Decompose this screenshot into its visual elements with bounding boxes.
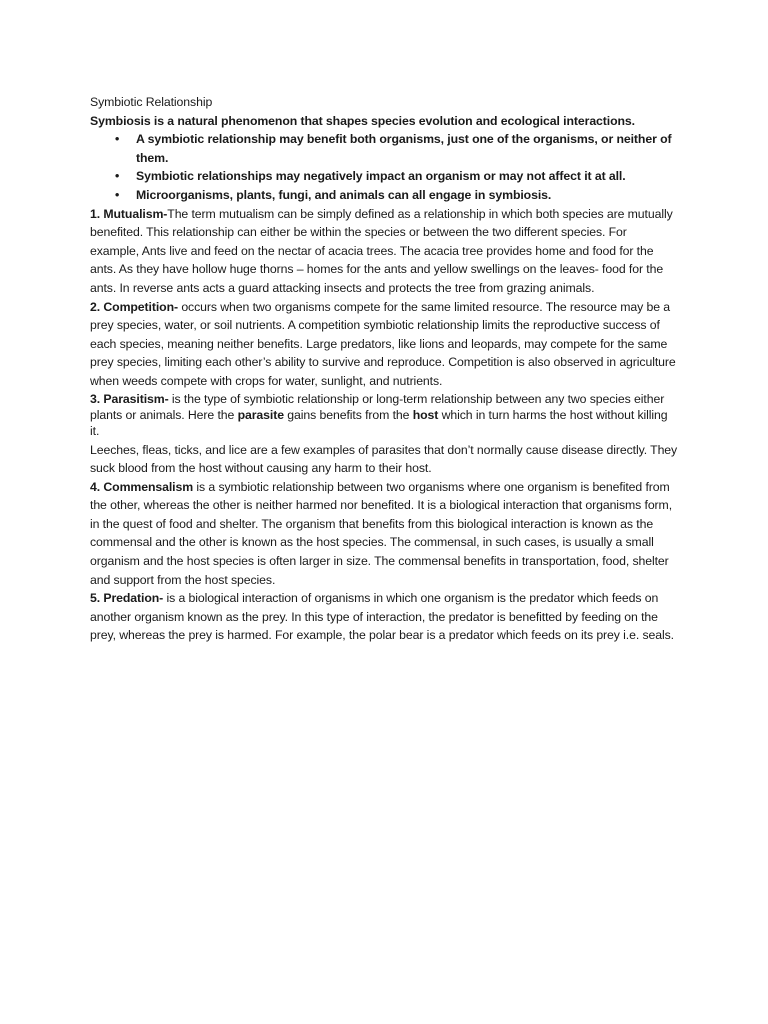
bullet-list [90,130,678,204]
bullet-text: Microorganisms, plants, fungi, and animals can all engage in symbiosis. [136,187,552,202]
competition-text: occurs when two organisms compete for the same limited resource. The resource may be a prey species, water, or soil nutrients. A competition symbiotic relationship limits the reproductive success of each species, meaning neither benefits. Large predators, like lions and leopards, may compete for the same prey species, limiting each other’s ability to survive and reproduce. Competition is also observed in agriculture when weeds compete with crops for water, sunlight, and nutrients. [90,299,676,388]
document-title: Symbiotic Relationship [90,95,213,109]
parasitism-heading: 3. Parasitism- [90,391,169,406]
bullet-icon: • [115,169,120,184]
mutualism-text: The term mutualism can be simply defined as a relationship in which both species are mutually benefited. This relationship can either be within the species or between the two different species. For example, Ants live and feed on the nectar of acacia trees. The acacia tree provides home and food for the ants. As they have hollow huge thorns – homes for the ants and yellow swellings on the leaves- food for the ants. In reverse ants acts a guard attacking insects and protects the tree from grazing animals. [90,206,673,295]
parasite-term: parasite [237,407,284,422]
bullet-text: A symbiotic relationship may benefit both organisms, just one of the organisms, or neither of them. [136,132,672,165]
list-item [90,130,678,167]
bullet-text: Symbiotic relationships may negatively impact an organism or may not affect it at all. [136,169,626,184]
mutualism-paragraph [90,205,678,298]
parasitism-text: gains benefits from the [283,407,413,422]
competition-heading: 2. Competition- [90,299,178,314]
mutualism-heading: 1. Mutualism- [90,206,168,221]
parasitism-text: is the type of symbiotic relationship or long-term relationship between any two species either plants or animals. Here the [90,391,665,422]
intro-paragraph: Symbiosis is a natural phenomenon that shapes species evolution and ecological interactions. [90,113,635,128]
commensalism-text: is a symbiotic relationship between two organisms where one organism is benefited from the other, whereas the other is neither harmed nor benefited. It is a biological interaction that organisms form, in the quest of food and shelter. The organism that benefits from this biological interaction is known as the commensal and the other is known as the host species. The commensal, in such cases, is usually a small organism and the host species is often larger in size. The commensal benefits in transportation, food, shelter and support from the host species. [90,479,673,587]
competition-paragraph [90,298,678,391]
host-term: host [412,407,439,422]
predation-heading: 5. Predation- [90,591,164,606]
list-item [90,186,678,205]
document-page [90,93,678,645]
list-item [90,167,678,186]
parasitism-text: which in turn harms the host without killing it. [90,407,668,438]
commensalism-heading: 4. Commensalism [90,479,194,494]
parasitism-examples-paragraph: Leeches, fleas, ticks, and lice are a few examples of parasites that don’t normally cause disease directly. They suck blood from the host without causing any harm to their host. [90,442,678,476]
predation-paragraph [90,589,678,645]
parasitism-paragraph [90,391,678,439]
bullet-icon: • [115,132,120,147]
predation-text: is a biological interaction of organisms in which one organism is the predator which feeds on another organism known as the prey. In this type of interaction, the predator is benefitted by feeding on the prey, whereas the prey is harmed. For example, the polar bear is a predator which feeds on its prey i.e. seals. [90,591,674,643]
commensalism-paragraph [90,478,678,590]
bullet-icon: • [115,187,120,202]
